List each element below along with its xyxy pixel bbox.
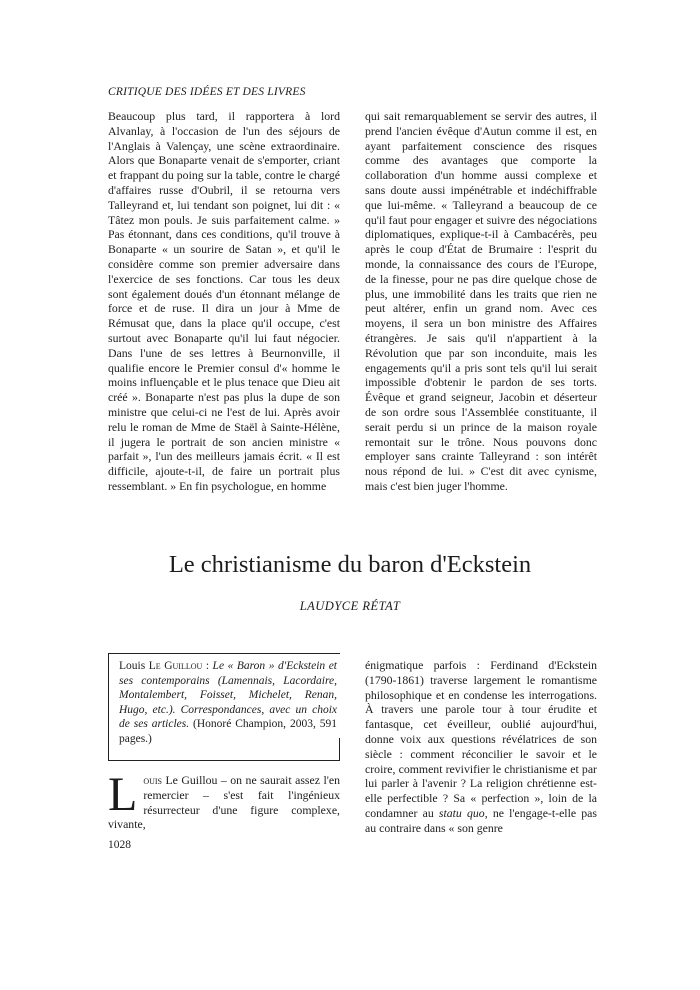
article-author: LAUDYCE RÉTAT xyxy=(299,599,401,613)
paragraph-text-continued: , ne l'engage-t-elle pas au contraire dans « son genre xyxy=(365,805,597,835)
lead-in-caps: ouis xyxy=(143,773,162,787)
body-column-right-bottom xyxy=(365,658,597,836)
paragraph: Beaucoup plus tard, il rapportera à lord Alvanlay, à l'occasion de l'un des séjours de l'Anglais à Valençay, une scène extraordinaire. Alors que Bonaparte venait de s'emporter, criant et frappant du poing sur la table, contre le chargé d'affaires russe d'Oubril, il se retourna vers Talleyrand et, lui tendant son poignet, lui dit : « Tâtez mon pouls. Je suis parfaitement calme. » Pas étonnant, dans ces conditions, qu'il trouve à Bonaparte « un sourire de Satan », et qu'il le considère comme son premier adversaire dans l'exercice de ses fonctions. Car tous les deux sont également doués d'un étonnant mélange de force et de ruse. Il dira un jour à Mme de Rémusat que, dans la place qu'il occupe, c'est surtout avec Bonaparte qu'il lui faut négocier. Dans l'une de ses lettres à Beurnonville, il qualifie encore le Premier consul d'« homme le moins influençable et le plus tenace que Dieu ait créé ». Bonaparte n'est pas plus la dupe de son ministre que celui-ci ne l'est de lui. Après avoir relu le roman de Mme de Staël à Sainte-Hélène, il jugera le portrait de son ancien ministre « parfait », l'un des meilleurs jamais écrit. « Il est difficile, ajoute-t-il, de faire un portrait plus ressemblant. » En fin psychologue, en homme xyxy=(108,109,340,493)
paragraph-text: Le Guillou – on ne saurait assez l'en remercier – s'est fait l'ingénieux résurrecteur d'une figure complexe, vivante, xyxy=(108,773,340,832)
running-header: CRITIQUE DES IDÉES ET DES LIVRES xyxy=(108,86,306,98)
drop-cap: L xyxy=(108,768,138,821)
page-number: 1028 xyxy=(108,839,131,851)
book-reference xyxy=(119,659,337,747)
paragraph: qui sait remarquablement se servir des autres, il prend l'ancien évêque d'Autun comme il est, en ayant parfaitement conscience des risques comme des avantages que comporte la collaboration d'un homme aussi complexe et sans doute aussi impénétrable et indéchiffrable que lui-même. « Talleyrand a beaucoup de ce qu'il faut pour engager et suivre des négociations diplomatiques, explique-t-il à Cambacérès, peu après le coup d'État de Brumaire : l'esprit du monde, la connaissance des cours de l'Europe, de la finesse, pour ne pas dire quelque chose de plus, une immobilité dans les traits que rien ne peut altérer, enfin un grand nom. Avec ces moyens, il sera un bon ministre des Affaires étrangères. Je sais qu'il n'appartient à la Révolution que par son inconduite, mais les engagements qu'il a pris sont tels qu'il lui serait impossible d'obtenir le pardon de ses torts. Évêque et grand seigneur, Jacobin et déserteur de son ordre sous l'Assemblée constituante, il serait perdu si un prince de la maison royale remontait sur le trône. Nous pouvons donc employer sans crainte Talleyrand : son intérêt nous répond de lui. » C'est dit avec cynisme, mais c'est bien juger l'homme. xyxy=(365,109,597,493)
body-column-left-top xyxy=(108,109,340,494)
reviewed-author-first: Louis xyxy=(119,660,146,672)
paragraph xyxy=(365,658,597,836)
article-title: Le christianisme du baron d'Eckstein xyxy=(168,551,532,578)
body-column-right-top xyxy=(365,109,597,494)
publication-info: (Honoré Champion, 2003, 591 pages.) xyxy=(119,718,337,745)
reviewed-author-last: Le Guillou xyxy=(148,660,203,672)
separator: : xyxy=(202,660,213,672)
opening-paragraph xyxy=(108,768,340,832)
book-reference-box xyxy=(108,653,340,761)
body-column-left-bottom xyxy=(108,768,340,832)
reviewed-book-title: Le « Baron » d'Eckstein et ses contemporains (Lamennais, Lacordaire, Montalembert, Foisset, Michelet, Renan, Hugo, etc.). Correspondances, avec un choix de ses articles. xyxy=(119,660,337,731)
paragraph-text: énigmatique parfois : Ferdinand d'Eckstein (1790-1861) traverse largement le romantisme philosophique et en condense les interrogations. À travers une parole tour à tour érudite et fantasque, cet éveilleur, oublié aujourd'hui, donne voix aux questions révélatrices de son siècle : comment réconcilier le savoir et le croire, comment revivifier le christianisme et par lui parler à l'avenir ? La religion chrétienne est-elle perfectible ? Sa « perfection », loin de la condamner au xyxy=(365,658,597,820)
italic-phrase: statu quo xyxy=(438,805,485,820)
